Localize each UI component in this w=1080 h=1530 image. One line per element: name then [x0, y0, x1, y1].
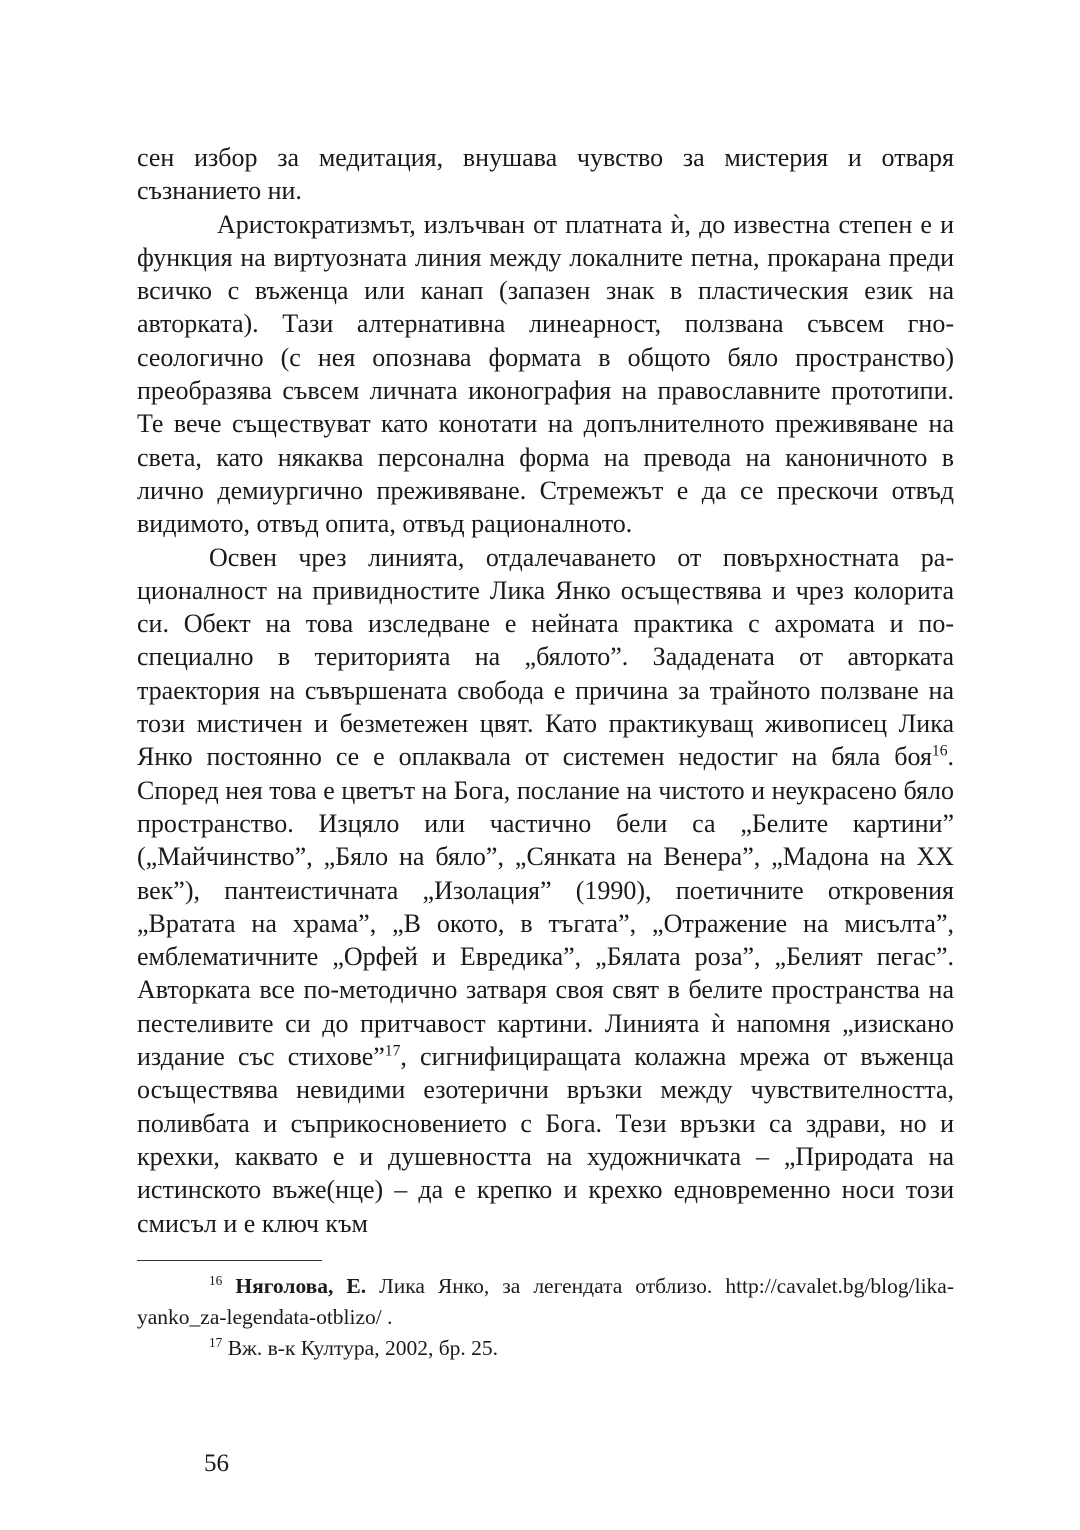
paragraph-text-part: , сигнифициращата колажна мрежа от въженца осъществява невидими езотерични връзки между чувствителността, поливбата и съприкосновението с Бога. Тези връзки са здрави, но и крехки, каквато е и душевността на художничката – „Природата на истинското въже(нце) – да е крепко и крехко едновременно носи този смисъл и е ключ към [137, 1042, 955, 1238]
footnote-16 [137, 1271, 954, 1333]
page-number: 56 [204, 1450, 229, 1477]
footnote-author: Няголова, Е. [235, 1274, 367, 1298]
paragraph-aristocratism: Аристократизмът, излъчван от платната ѝ, до известна степен е и функция на виртуозната линия между локалните петна, прокарана преди всичко с въженца или канап (запазен знак в пластическия език на авторката). Тази алтернативна линеарност, ползвана съвсем гносеологично (с нея опознава формата в общото бяло пространство) преобразява съвсем личната иконография на православните прототипи. Те вече съществуват като конотати на допълнителното преживяване на света, като някаква персонална форма на превода на каноничното в лично демиургично преживяване. Стремежът е да се прескочи отвъд видимото, отвъд опита, отвъд рационалното. [137, 209, 954, 539]
paragraph-text-part: Освен чрез линията, отдалечаването от повърхностната рационалност на привидностите Лика Янко осъществява и чрез колорита си. Обект на това изследване е нейната практика с ахромата и по-специално в територията на „бялото”. Зададената от авторката траектория на съвършената свобода е причина за трайното ползване на този мистичен и безметежен цвят. Като практикуващ живописец Лика Янко постоянно се е оплаквала от системен недостиг на бяла боя [137, 542, 954, 772]
footnote-ref[interactable]: 17 [384, 1042, 401, 1060]
footnotes [137, 1271, 954, 1364]
footnote-text: Вж. в-к Култура, 2002, бр. 25. [222, 1336, 499, 1360]
footnote-17 [137, 1333, 954, 1364]
footnote-ref[interactable]: 16 [931, 742, 948, 760]
paragraph-white-color [137, 541, 954, 1240]
footnote-separator [137, 1260, 322, 1261]
paragraph-continuation: сен избор за медитация, внушава чувство за мистерия и отваря съзнанието ни. [137, 143, 954, 206]
footnote-number: 16 [209, 1272, 223, 1288]
paragraph-text-part: . Според нея това е цветът на Бога, послание на чистото и неукрасено бяло пространство. Изцяло или частично бели са „Белите картини” („Майчинство”, „Бяло на бяло”, „Сянката на Венера”, „Мадона на ХХ век”), пантеистичната „Изолация” (1990), поетичните откровения „Вратата на храма”, „В окото, в тъгата”, „Отражение на мисълта”, емблематичните „Орфей и Евредика”, „Бялата роза”, „Белият пегас”. Авторката все по-методично затваря своя свят в белите пространства на пестеливите си до притчавост картини. Линията ѝ напомня „изискано издание със стихове” [137, 742, 954, 1072]
body-text [137, 141, 954, 1240]
footnote-number: 17 [209, 1334, 223, 1350]
footnote-text: Лика Янко, за легендата отблизо. http://cavalet.bg/blog/lika-yanko_za-legendata-otblizo/ . [137, 1274, 954, 1329]
document-page [137, 0, 954, 1530]
